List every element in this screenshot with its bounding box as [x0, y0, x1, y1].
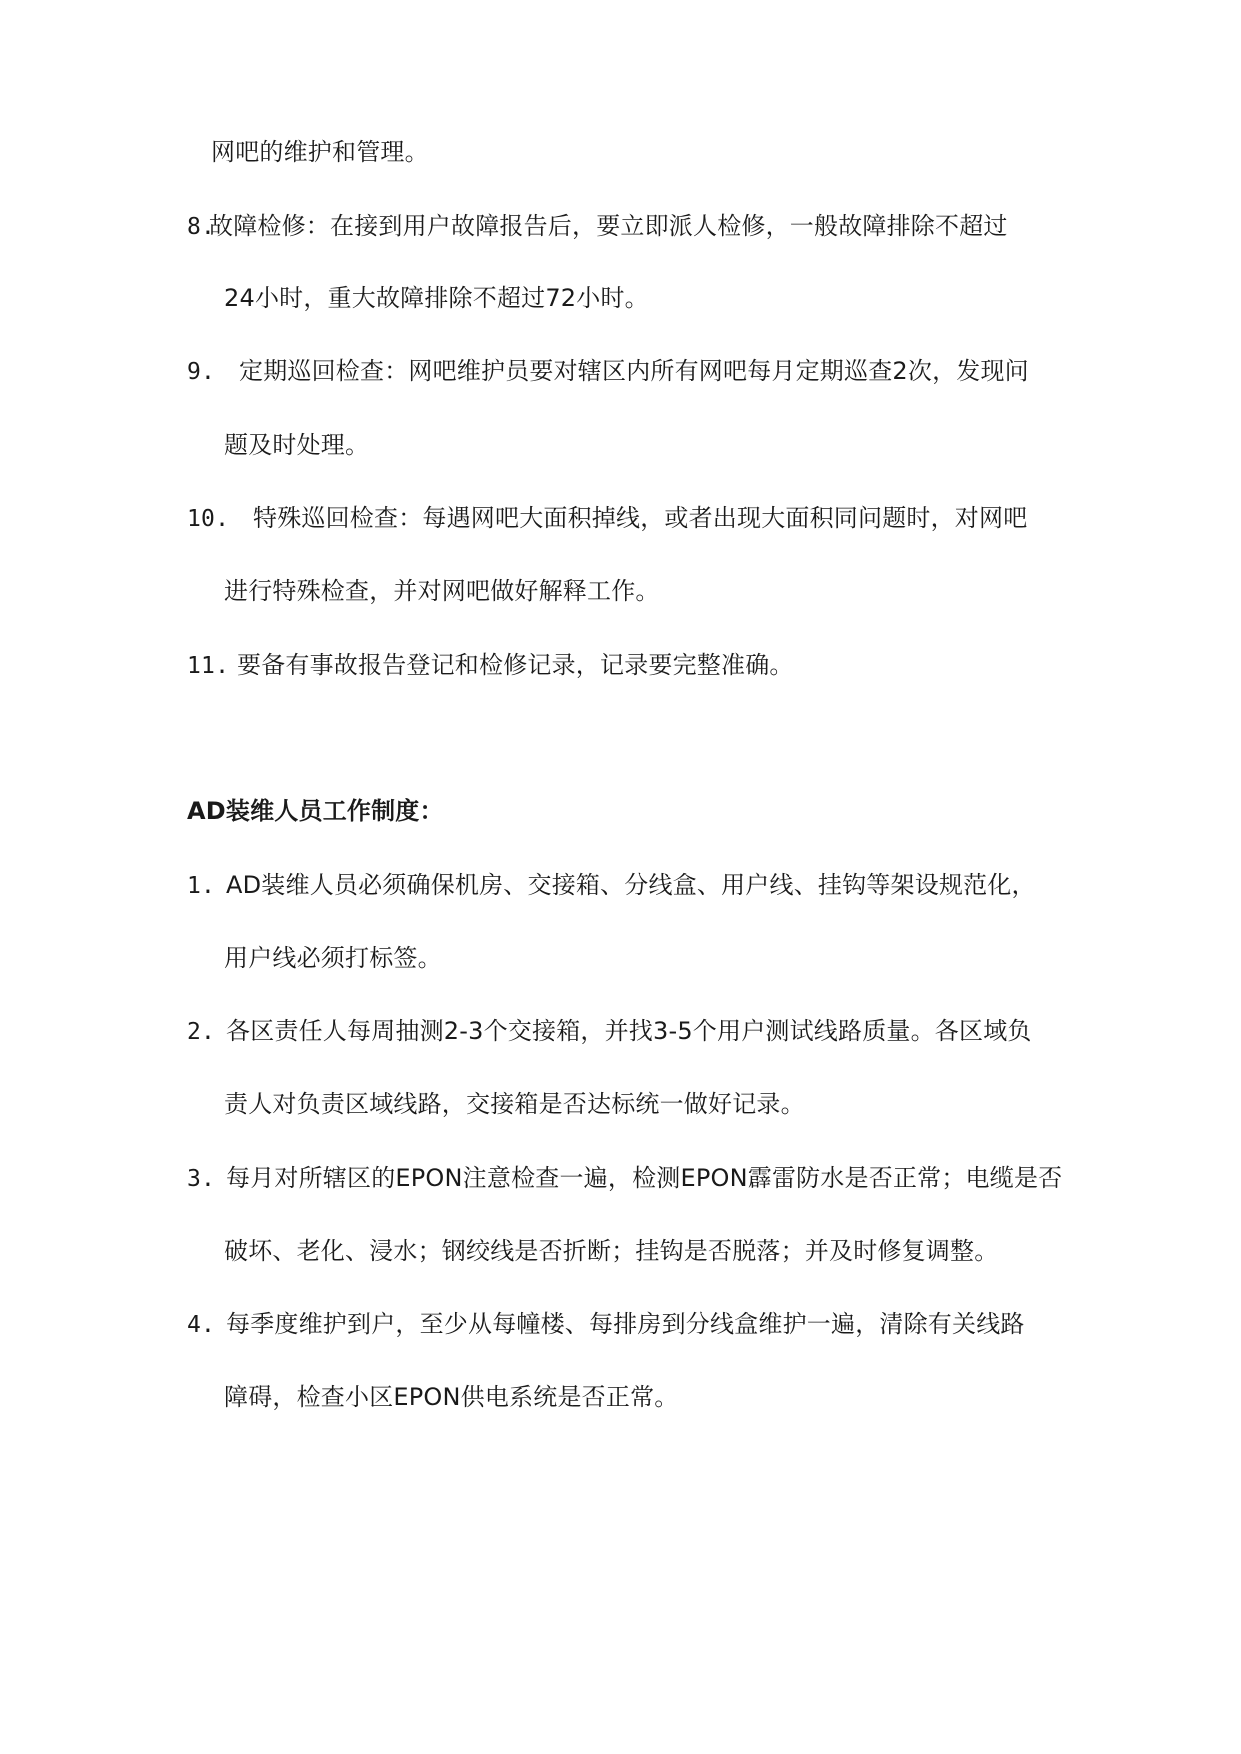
list-item	[187, 1162, 1062, 1195]
line-text: 定期巡回检查：网吧维护员要对辖区内所有网吧每月定期巡查2次，发现问	[239, 357, 1029, 385]
line-text: 要备有事故报告登记和检修记录，记录要完整准确。	[237, 651, 794, 679]
line-text: 各区责任人每周抽测2-3个交接箱，并找3-5个用户测试线路质量。各区域负	[226, 1017, 1032, 1045]
line-text: 每月对所辖区的EPON注意检查一遍，检测EPON霹雷防水是否正常；电缆是否	[226, 1164, 1063, 1192]
line-text: 故障检修：在接到用户故障报告后，要立即派人检修，一般故障排除不超过	[209, 212, 1008, 240]
list-item	[187, 649, 794, 682]
list-number: 1.	[187, 873, 216, 899]
line-text: 进行特殊检查，并对网吧做好解释工作。	[224, 577, 660, 605]
text-line	[224, 1088, 805, 1120]
section-heading	[187, 795, 444, 827]
list-item	[187, 502, 1027, 535]
list-item	[187, 210, 1008, 243]
list-number: 2.	[187, 1019, 216, 1045]
list-item	[187, 355, 1029, 388]
line-text: 24小时，重大故障排除不超过72小时。	[224, 284, 649, 312]
list-item	[187, 869, 1036, 902]
text-line	[211, 136, 429, 168]
list-number: 10.	[187, 506, 230, 532]
list-number: 9.	[187, 359, 216, 385]
text-line	[224, 1381, 678, 1413]
line-text: 题及时处理。	[224, 431, 370, 459]
list-number: 3.	[187, 1166, 216, 1192]
line-text: 每季度维护到户，至少从每幢楼、每排房到分线盒维护一遍，清除有关线路	[226, 1310, 1025, 1338]
line-text: 用户线必须打标签。	[224, 944, 442, 972]
list-number: 11.	[187, 653, 230, 679]
list-number: 4.	[187, 1312, 216, 1338]
text-line	[224, 942, 442, 974]
heading-text: AD装维人员工作制度：	[187, 797, 444, 825]
list-number: 8.	[187, 214, 216, 240]
line-text: 破坏、老化、浸水；钢绞线是否折断；挂钩是否脱落；并及时修复调整。	[224, 1237, 999, 1265]
list-item	[187, 1015, 1032, 1048]
text-line	[224, 282, 649, 314]
line-text: 特殊巡回检查：每遇网吧大面积掉线，或者出现大面积同问题时，对网吧	[253, 504, 1028, 532]
line-text: 网吧的维护和管理。	[211, 138, 429, 166]
text-line	[224, 1235, 998, 1267]
line-text: AD装维人员必须确保机房、交接箱、分线盒、用户线、挂钩等架设规范化，	[226, 871, 1036, 899]
text-line	[224, 429, 369, 461]
text-line	[224, 575, 660, 607]
list-item	[187, 1308, 1025, 1341]
line-text: 责人对负责区域线路，交接箱是否达标统一做好记录。	[224, 1090, 805, 1118]
line-text: 障碍，检查小区EPON供电系统是否正常。	[224, 1383, 679, 1411]
